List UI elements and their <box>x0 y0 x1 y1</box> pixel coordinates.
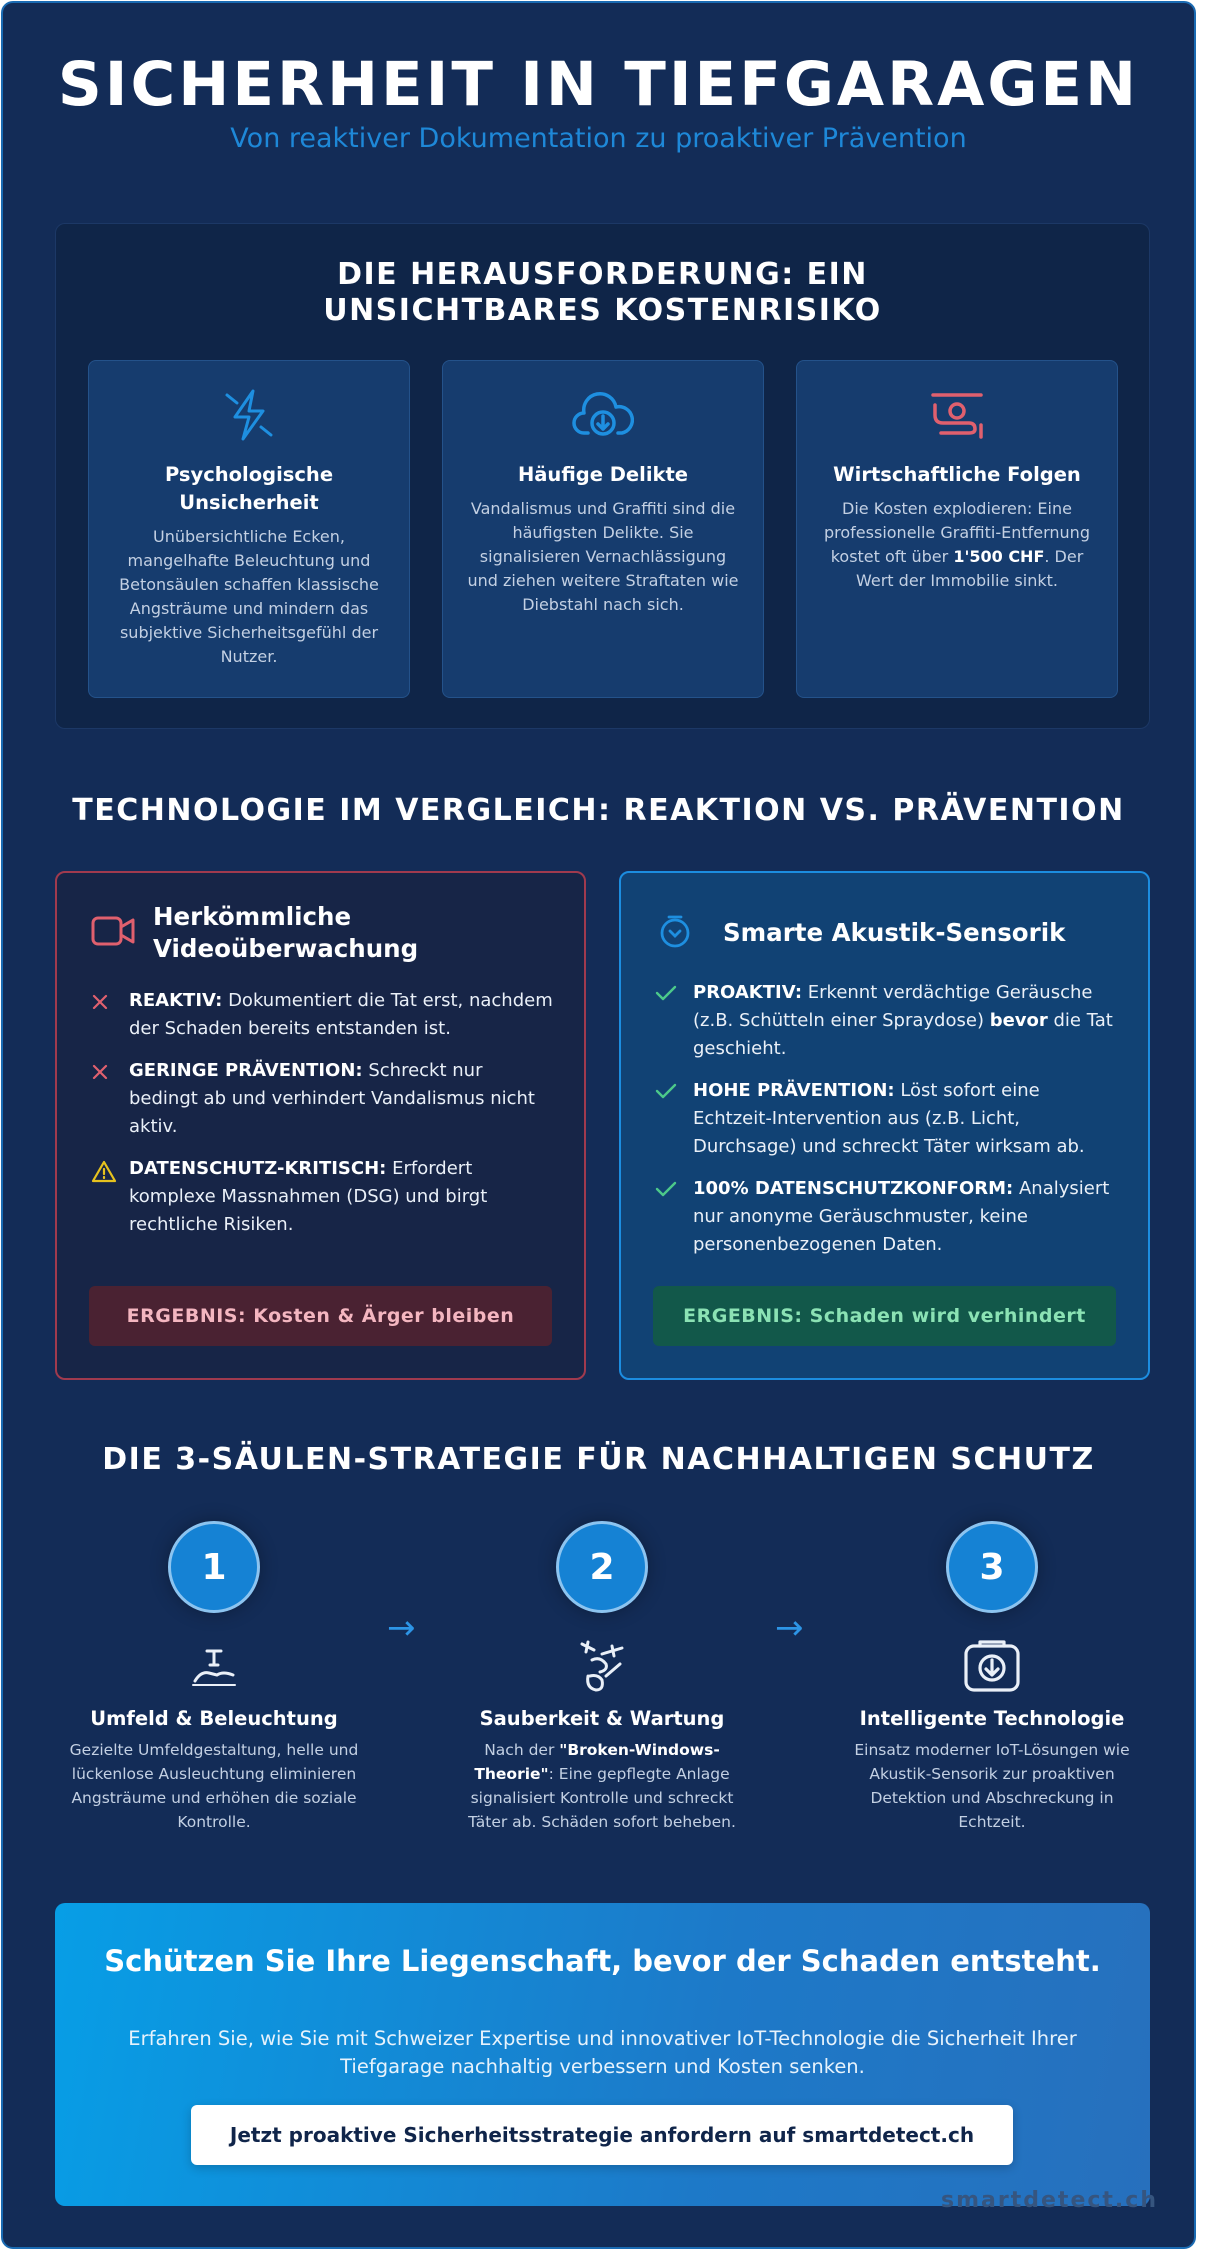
list-item: REAKTIV: Dokumentiert die Tat erst, nachdem der Schaden bereits entstanden ist. <box>91 987 556 1043</box>
check-icon <box>655 1175 693 1259</box>
challenge-card-offences <box>442 360 764 698</box>
request-strategy-button[interactable]: Jetzt proaktive Sicherheitsstrategie anfordern auf smartdetect.ch <box>191 2105 1013 2165</box>
smart-acoustic-card <box>619 871 1150 1380</box>
streetlamp-icon <box>54 1635 374 1697</box>
list-item: HOHE PRÄVENTION: Löst sofort eine Echtzeit-Intervention aus (z.B. Licht, Durchsage) und schreckt Täter wirksam ab. <box>655 1077 1120 1161</box>
cta-text: Erfahren Sie, wie Sie mit Schweizer Expertise und innovativer IoT-Technologie die Sicherheit Ihrer Tiefgarage nachhaltig verbessern und Kosten senken. <box>128 2027 1077 2078</box>
smart-title: Smarte Akustik-Sensorik <box>723 918 1066 947</box>
pillar-title: Sauberkeit & Wartung <box>479 1707 725 1730</box>
pillar-number: 3 <box>946 1521 1038 1613</box>
cta-title: Schützen Sie Ihre Liegenschaft, bevor der Schaden entsteht. <box>104 1944 1101 1978</box>
lightning-icon <box>109 385 389 445</box>
iot-device-icon <box>832 1635 1152 1697</box>
page-title: SICHERHEIT IN TIEFGARAGEN <box>57 49 1140 120</box>
challenge-card-title: Wirtschaftliche Folgen <box>833 463 1081 486</box>
pillar-cleanliness <box>442 1521 762 1834</box>
cost-highlight: 1'500 CHF <box>953 547 1045 566</box>
challenge-section <box>55 223 1150 729</box>
traditional-list <box>91 987 556 1253</box>
page-subtitle: Von reaktiver Dokumentation zu proaktiver Prävention <box>230 123 967 154</box>
pillar-title: Intelligente Technologie <box>859 1707 1125 1730</box>
challenge-card-title: Psychologische Unsicherheit <box>164 463 334 514</box>
pillar-text: Nach der "Broken-Windows-Theorie": Eine gepflegte Anlage signalisiert Kontrolle und schreckt Täter ab. Schäden sofort beheben. <box>468 1741 736 1831</box>
arrow-icon: → <box>775 1608 804 1648</box>
check-icon <box>655 1077 693 1161</box>
challenge-card-text: Die Kosten explodieren: Eine professionelle Graffiti-Entfernung kostet oft über 1'500 CHF. Der Wert der Immobilie sinkt. <box>824 499 1090 590</box>
traditional-result: ERGEBNIS: Kosten & Ärger bleiben <box>89 1286 552 1346</box>
technology-title: TECHNOLOGIE IM VERGLEICH: REAKTION VS. PRÄVENTION <box>72 793 1125 828</box>
cross-icon <box>91 987 129 1043</box>
smart-header <box>655 903 1128 963</box>
list-item: 100% DATENSCHUTZKONFORM: Analysiert nur anonyme Geräuschmuster, keine personenbezogenen Daten. <box>655 1175 1120 1259</box>
video-camera-icon <box>91 914 135 952</box>
infographic-page <box>1 1 1196 2249</box>
traditional-header <box>91 903 564 963</box>
arrow-icon: → <box>387 1608 416 1648</box>
pillar-text: Gezielte Umfeldgestaltung, helle und lückenlose Ausleuchtung eliminieren Angsträume und erhöhen die soziale Kontrolle. <box>69 1741 359 1831</box>
list-item: PROAKTIV: Erkennt verdächtige Geräusche (z.B. Schütteln einer Spraydose) bevor die Tat geschieht. <box>655 979 1120 1063</box>
pillar-technology <box>832 1521 1152 1834</box>
pillar-text: Einsatz moderner IoT-Lösungen wie Akustik-Sensorik zur proaktiven Detektion und Abschreckung in Echtzeit. <box>854 1741 1130 1831</box>
pillar-number: 2 <box>556 1521 648 1613</box>
cross-icon <box>91 1057 129 1141</box>
smart-result: ERGEBNIS: Schaden wird verhindert <box>653 1286 1116 1346</box>
pillars-title: DIE 3-SÄULEN-STRATEGIE FÜR NACHHALTIGEN SCHUTZ <box>102 1442 1095 1477</box>
cleaning-tools-icon <box>442 1635 762 1697</box>
smart-list <box>655 979 1120 1273</box>
pillar-environment <box>54 1521 374 1834</box>
cloud-download-icon <box>463 385 743 445</box>
list-item: GERINGE PRÄVENTION: Schreckt nur bedingt ab und verhindert Vandalismus nicht aktiv. <box>91 1057 556 1141</box>
challenge-title: DIE HERAUSFORDERUNG: EIN UNSICHTBARES KOSTENRISIKO <box>323 257 882 328</box>
watermark-logo: smartdetect.ch <box>941 2188 1158 2213</box>
coin-hand-icon <box>817 385 1097 445</box>
challenge-card-psychological <box>88 360 410 698</box>
challenge-card-economic <box>796 360 1118 698</box>
pillar-title: Umfeld & Beleuchtung <box>90 1707 338 1730</box>
check-icon <box>655 979 693 1063</box>
traditional-video-card <box>55 871 586 1380</box>
acoustic-sensor-icon <box>655 911 695 955</box>
list-item: DATENSCHUTZ-KRITISCH: Erfordert komplexe Massnahmen (DSG) und birgt rechtliche Risiken. <box>91 1155 556 1239</box>
challenge-card-title: Häufige Delikte <box>517 463 689 486</box>
pillar-number: 1 <box>168 1521 260 1613</box>
call-to-action-panel <box>55 1903 1150 2206</box>
traditional-title: Herkömmliche Videoüberwachung <box>153 902 419 963</box>
warning-icon <box>91 1155 129 1239</box>
challenge-card-text: Unübersichtliche Ecken, mangelhafte Beleuchtung und Betonsäulen schaffen klassische Angsträume und mindern das subjektive Sicherheitsgefühl der Nutzer. <box>119 527 379 666</box>
challenge-card-text: Vandalismus und Graffiti sind die häufigsten Delikte. Sie signalisieren Vernachlässigung und ziehen weitere Straftaten wie Diebstahl nach sich. <box>467 499 739 614</box>
